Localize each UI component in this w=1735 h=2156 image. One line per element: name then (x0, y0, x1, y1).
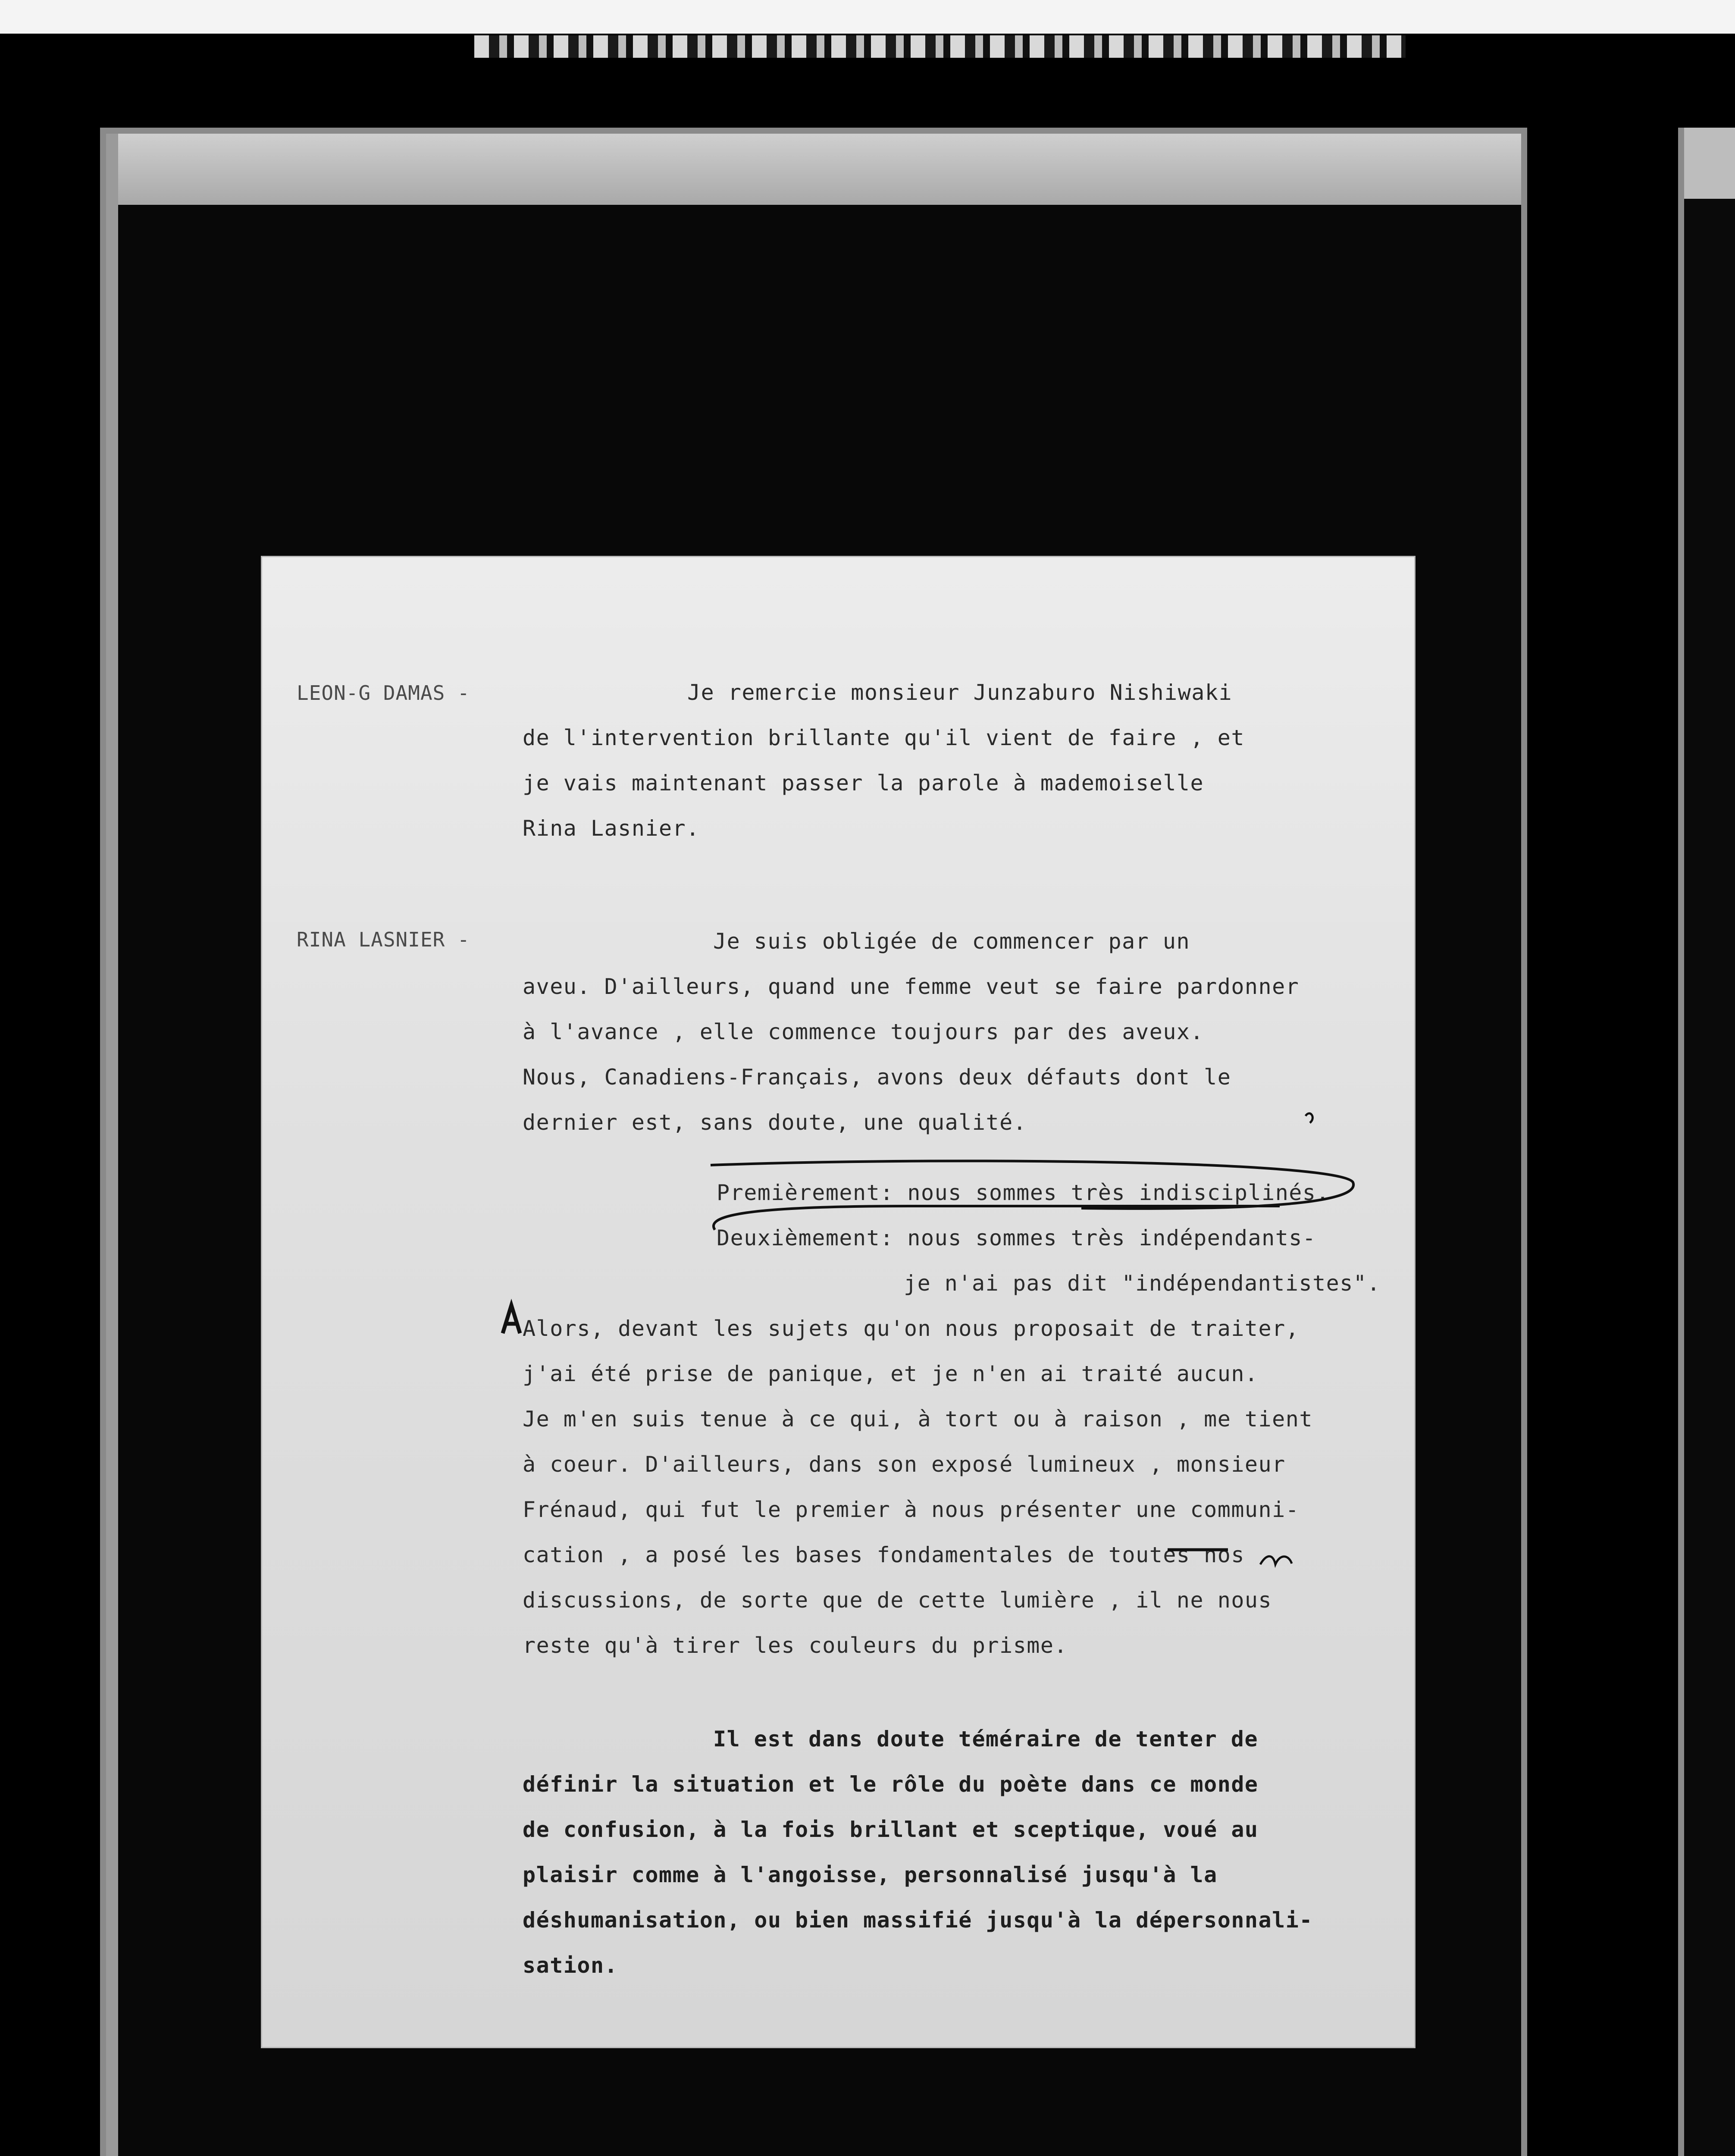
text-line: Il est dans doute téméraire de tenter de (713, 1727, 1259, 1752)
text-line: aveu. D'ailleurs, quand une femme veut se faire pardonner (523, 974, 1300, 999)
text-line: Frénaud, qui fut le premier à nous présenter une communi- (523, 1497, 1300, 1522)
handwritten-annotations (262, 557, 1414, 2047)
frame-header-band (106, 134, 1521, 205)
text-line: à coeur. D'ailleurs, dans son exposé lumineux , monsieur (523, 1452, 1286, 1477)
text-line: Alors, devant les sujets qu'on nous proposait de traiter, (523, 1316, 1300, 1341)
film-edge (0, 0, 1735, 34)
text-line: dernier est, sans doute, une qualité. (523, 1110, 1027, 1135)
speaker-label: RINA LASNIER - (297, 928, 470, 951)
bracket-mark (714, 1206, 1280, 1230)
text-line: reste qu'à tirer les couleurs du prisme. (523, 1633, 1068, 1658)
text-line: cation , a posé les bases fondamentales de toutes nos (523, 1542, 1245, 1567)
capital-a-mark (503, 1305, 520, 1333)
text-line: de confusion, à la fois brillant et sceptique, voué au (523, 1817, 1259, 1842)
hand-mark (1306, 1113, 1312, 1123)
text-line: je vais maintenant passer la parole à mademoiselle (523, 771, 1204, 796)
text-line: sation. (523, 1953, 618, 1978)
text-line: Je m'en suis tenue à ce qui, à tort ou à raison , me tient (523, 1407, 1313, 1432)
frame-rule (106, 134, 118, 2156)
film-edge-code (474, 35, 1406, 58)
speaker-label: LEON-G DAMAS - (297, 681, 470, 705)
text-line: définir la situation et le rôle du poète dans ce monde (523, 1772, 1259, 1797)
bracket-mark (711, 1161, 1353, 1209)
text-line: Deuxièmement: nous sommes très indépendants- (717, 1225, 1316, 1250)
text-line: discussions, de sorte que de cette lumière , il ne nous (523, 1588, 1272, 1613)
text-line: à l'avance , elle commence toujours par des aveux. (523, 1019, 1204, 1044)
text-line: Nous, Canadiens-Français, avons deux défauts dont le (523, 1065, 1231, 1090)
text-line: déshumanisation, ou bien massifié jusqu'à la dépersonnali- (523, 1908, 1313, 1933)
text-line: Premièrement: nous sommes très indisciplinés. (717, 1180, 1330, 1205)
text-line: Rina Lasnier. (523, 816, 700, 841)
adjacent-frame-band (1684, 128, 1735, 199)
text-line: Je suis obligée de commencer par un (713, 929, 1190, 954)
text-line: je n'ai pas dit "indépendantistes". (904, 1271, 1381, 1296)
text-line: j'ai été prise de panique, et je n'en ai traité aucun. (523, 1361, 1259, 1386)
text-line: de l'intervention brillante qu'il vient de faire , et (523, 725, 1245, 750)
insert-nos-mark (1260, 1556, 1292, 1564)
text-line: Je remercie monsieur Junzaburo Nishiwaki (687, 680, 1233, 705)
text-line: plaisir comme à l'angoisse, personnalisé jusqu'à la (523, 1862, 1218, 1887)
adjacent-frame (1678, 128, 1735, 2156)
typed-page (262, 557, 1414, 2047)
